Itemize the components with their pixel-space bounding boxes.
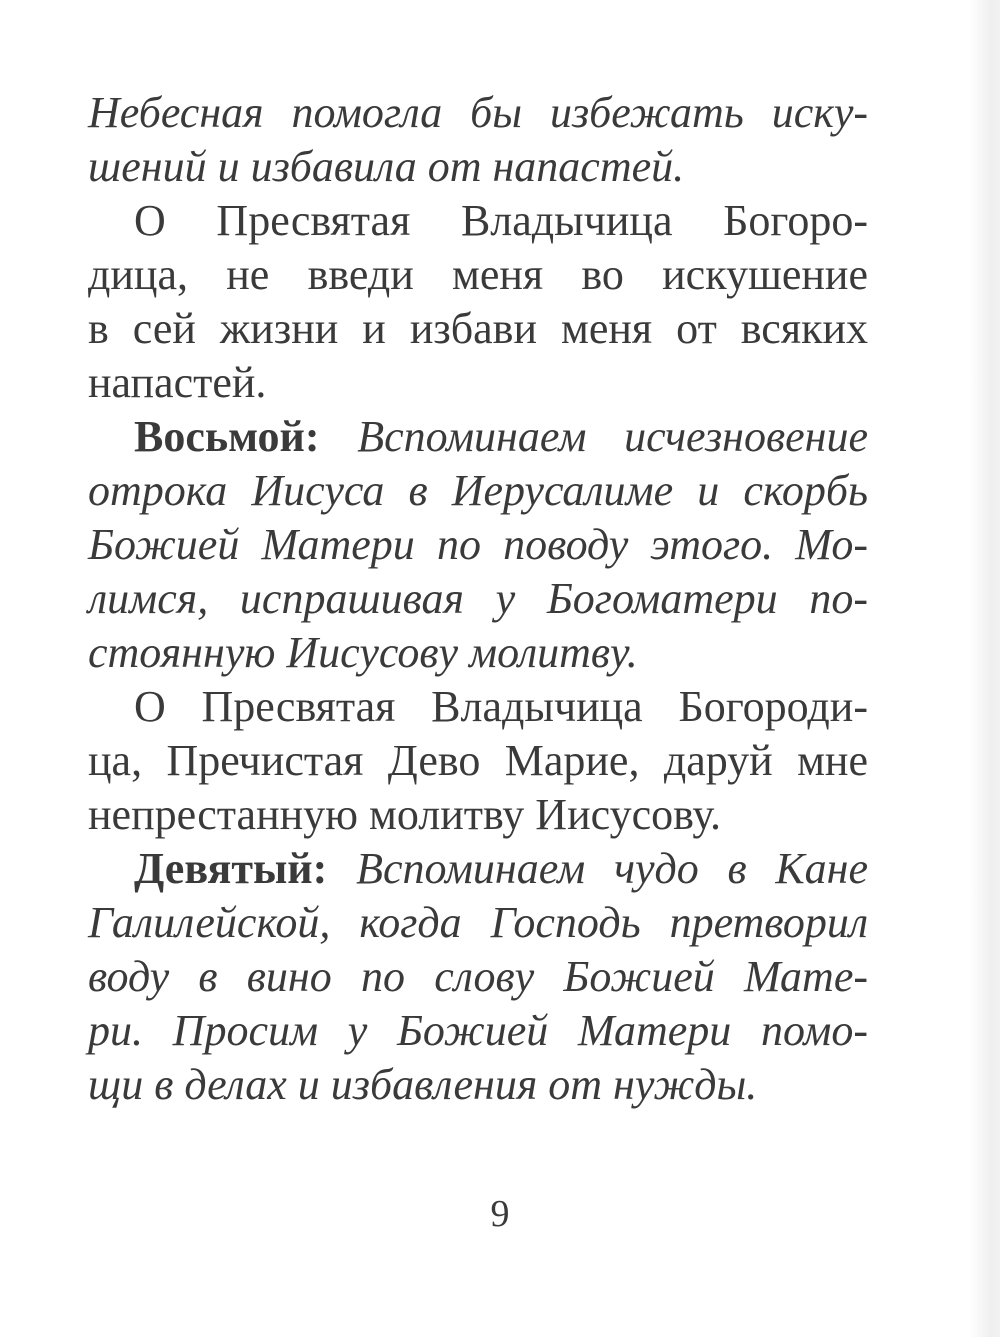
text-line: напастей. <box>88 358 267 407</box>
text-line: Небесная помогла бы избежать иску- <box>88 88 868 137</box>
text-line: дица, не введи меня во искушение <box>88 250 868 299</box>
text-line: воду в вино по слову Божией Мате- <box>88 952 868 1001</box>
page-edge-shadow <box>970 0 1000 1337</box>
text-line: ца, Пречистая Дево Марие, даруй мне <box>88 736 868 785</box>
section-label: Восьмой: <box>134 412 358 461</box>
text-line: Галилейской, когда Господь претворил <box>88 898 868 947</box>
text-line: Восьмой: Вспоминаем исчезновение <box>134 412 868 461</box>
text-line: щи в делах и избавления от нужды. <box>88 1060 758 1109</box>
section-label: Девятый: <box>134 844 357 893</box>
text-line: Божией Матери по поводу этого. Мо- <box>88 520 868 569</box>
text-line: отрока Иисуса в Иерусалиме и скорбь <box>88 466 868 515</box>
text-line: О Пресвятая Владычица Богороди- <box>134 682 868 731</box>
page-text <box>88 86 868 1112</box>
text-line: шений и избавила от напастей. <box>88 142 685 191</box>
text-line: стоянную Иисусову молитву. <box>88 628 638 677</box>
page-number: 9 <box>490 1193 510 1235</box>
text-line: лимся, испрашивая у Богоматери по- <box>88 574 868 623</box>
text-line: ри. Просим у Божией Матери помо- <box>88 1006 868 1055</box>
text-line: в сей жизни и избави меня от всяких <box>88 304 868 353</box>
text-line: О Пресвятая Владычица Богоро- <box>134 196 868 245</box>
text-line: Девятый: Вспоминаем чудо в Кане <box>134 844 868 893</box>
text-line: непрестанную молитву Иисусову. <box>88 790 721 839</box>
